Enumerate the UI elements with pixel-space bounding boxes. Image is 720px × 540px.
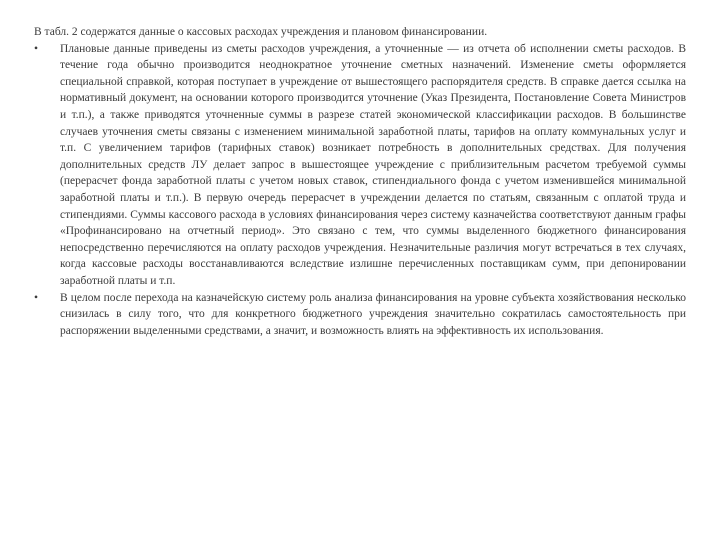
bullet-marker: • [34,291,39,304]
bullet-list [34,41,686,340]
bullet-marker: • [34,42,39,55]
intro-paragraph: В табл. 2 содержатся данные о кассовых расходах учреждения и плановом финансировании. [34,26,488,38]
bullet-text: Плановые данные приведены из сметы расходов учреждения, а уточненные — из отчета об исполнении сметы расходов. В течение года обычно производится неоднократное уточнение сметных назначений. Изменение сметы оформляется специальной справкой, которая поступает в учреждение от вышестоящего распорядителя средств. В справке дается ссылка на нормативный документ, на основании которого производится уточнение (Указ Президента, Постановление Совета Министров и т.п.), а также приводятся уточненные суммы в разрезе статей экономической классификации расходов. В большинстве случаев уточнения сметы связаны с изменением минимальной заработной платы, тарифов на оплату коммунальных услуг и т.п. С увеличением тарифов (тарифных ставок) возникает потребность в дополнительных средствах. Для получения дополнительных средств ЛУ делает запрос в вышестоящее учреждение с приблизительным расчетом требуемой суммы (перерасчет фонда заработной платы с учетом новых ставок, стипендиального фонда с учетом изменившейся минимальной заработной платы и т.п.). В первую очередь перерасчет в учреждении делается по статьям, связанным с оплатой труда и стипендиями. Суммы кассового расхода в условиях финансирования через систему казначейства соответствуют данным графы «Профинансировано на отчетный период». Это связано с тем, что суммы выделенного бюджетного финансирования непосредственно перечисляются на оплату расходов учреждения. Незначительные различия могут встречаться в тех случаях, когда кассовые расходы восстанавливаются вследствие излишне перечисленных поставщикам сумм, при депонировании заработной платы и т.п. [60,42,686,287]
bullet-text: В целом после перехода на казначейскую систему роль анализа финансирования на уровне субъекта хозяйствования несколько снизилась в силу того, что для конкретного бюджетного учреждения значительно сократилась самостоятельность при распоряжении выделенными средствами, а значит, и возможность влиять на эффективность их использования. [60,291,686,337]
document-page [34,24,686,339]
bullet-item-treasury-system [34,290,686,340]
bullet-item-plan-data [34,41,686,290]
